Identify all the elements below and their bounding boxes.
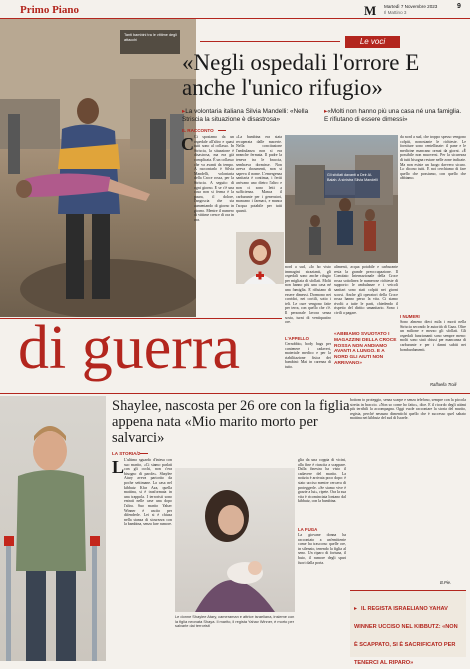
newspaper-logo: M xyxy=(364,3,377,18)
quote-block xyxy=(334,332,398,384)
top-column-1: Ci sposiamo da un ospedale all'altro e quasi tutti sono al collasso. In Striscia, la situazione è disastrosa, ma era già complicata. È un collasso che va avanti da tempo. A raccontarlo è Silvia Mandelli, volontaria della Croce rossa, per la Striscia. A seguito di ogni giorno. E se c'è una cosa non si ferma è la paura, il dolore, l'angoscia che sta aumentando di giorno in giorno. Mentre il numero di vittime cresce di ora in ora. xyxy=(194,135,234,222)
top-sub-right-text: «Molti non hanno più una casa né una famiglia. E rifiutano di essere dimessi» xyxy=(324,108,462,123)
story2-headline: Shaylee, nascosta per 26 ore con la figlia appena nata «Mio marito morto per salvarci» xyxy=(112,398,350,446)
appello-text: Cernobbio, body bags per contenere i cadaveri, materiale medico e per la riabilitazione fisica dei bambini: Mai in carenza di tutto. xyxy=(285,342,331,369)
story2-column-1: L'ultimo sguardo d'intesa con suo marito, «Ci siamo parlati con gli occhi, non c'era bisogno di parole». Shaylee Atary aveva partorito da poche settimane. La casa nel kibbutz Kfar Aza, quella mattina, si è trasformata in una trappola. I terroristi sono entrati nelle case una dopo l'altra. Suo marito Yahav Winner è uscito per difenderle. Lei si è chiusa nella stanza di sicurezza con la bambina, senza fare rumore. xyxy=(124,458,172,527)
related-box xyxy=(350,590,466,666)
related-title xyxy=(354,597,462,669)
volunteer-photo xyxy=(236,232,284,284)
mother-with-baby-photo xyxy=(175,468,295,612)
top-column-4: alimenti, acqua potabile e carburante resta la grande preoccupazione. Il Comitato Internazionale della Croce rossa sottolinea le numerose richieste di supporto: le ambulanze e i veicoli sanitari sono stati colpiti nei giorni scorsi. Anche gli operatori della Croce rossa hanno perso la vita. Ci siamo rivolti a tutte le parti, chiedendo il rispetto del diritto umanitario. Sono i civili a pagare. xyxy=(334,265,398,315)
big-headline: di guerra xyxy=(18,314,241,382)
top-sub-left-text: La volontaria italiana Silvia Mandelli: «Nella Striscia la situazione è disastrosa» xyxy=(182,108,309,123)
arrow-icon: ▸ xyxy=(354,606,358,612)
story2-column-4: bottom to proteggio, senza scarpe e senza telefono, sempre con la piccola stretta in braccio. «Non so come ho fatto», dice. E il ricordo degli attimi più terribili la accompagna. Oggi vuole raccontare la storia del marito, regista, perché nessuno dimentichi quello che è successo quel sabato mattina nei kibbutz del sud di Israele. xyxy=(350,398,466,421)
top-column-5: da nord a sud, che troppo spesso vengono colpiti, nonostante le richieste. Le forniture sono centellinate: il pane e le medicine mancano ormai da giorni. «È possibile non muoversi. Per la sicurezza di tutti bisogna restare nelle zone indicate. Ma non esiste un luogo davvero sicuro. Lo dicono tutti. E noi cerchiamo di fare quello che possiamo, con quello che abbiamo. xyxy=(400,135,466,181)
mother-photo xyxy=(175,468,295,612)
gaza-rescue-photo xyxy=(0,19,196,317)
story2-kicker-rule xyxy=(140,453,148,454)
story2-column-3: glia da una coppia di vicini, alla fine è riuscita a scappare. Dalla finestra ha visto il cadavere del marito. La notizia è arrivata poco dopo: è stato ucciso mentre cercava di proteggerle. «Se siamo vive è grazie a lui», ripete. Ora la sua vita è ricominciata lontano dal kibbutz, con la bambina. xyxy=(298,458,346,504)
top-kicker: IL RACCONTO xyxy=(182,128,214,133)
mid-photo-caption: Gli sfollati davanti a Deir Al-Balah. A sinistra Silvia Mandelli xyxy=(327,173,378,182)
badge-rule xyxy=(200,41,340,42)
top-photo-caption: Tanti bambini tra le vittime degli attacchi xyxy=(124,33,177,42)
big-headline-bottom-rule xyxy=(0,393,470,394)
man-on-crutches-photo xyxy=(0,396,106,661)
badge-bar xyxy=(200,40,470,43)
kicker-rule xyxy=(218,130,226,131)
top-column-3: nord a sud, «Io ho visto immagini strazianti, gli ospedali sono anche rifugio per migliaia di sfollati. Molti non hanno più una casa né una famiglia. E rifiutano di essere dimessi. Dormono nei corridoi, nei cortili, sotto i teli. Le cure vengono fatte per terra, con quello che c'è. Il personale lavora senza sosta, turni di ventiquattro ore. xyxy=(285,265,331,325)
top-column-2: «La bambina era stata recuperata dalle macerie. Nella concitazione l'ambulanza non si era neanche fermata. Il padre la teneva tra le braccia, sembrava dormisse. Non aveva documenti, non si sapeva il nome. L'emergenza sanitaria è continua, i feriti arrivano uno dietro l'altro e non ci sono letti a sufficienza. Manca il carburante per i generatori, mancano i farmaci, e manca l'acqua potabile per tutti quanti. xyxy=(236,135,282,213)
top-photo-caption-box xyxy=(120,30,180,54)
mother-photo-caption: Le donne Shaylee Atary, cameraman e attrice israeliana, insieme con la figlia neonata Shaya. Il marito, il regista Yahav Winner, è morto per salvarle dai terroristi xyxy=(175,614,295,629)
numeri-text: Sono almeno dieci mila i morti nella Striscia secondo le autorità di Gaza. Oltre un milione e mezzo gli sfollati. Gli ospedali funzionanti sono sempre meno: molti sono stati chiusi per mancanza di carburante e per i danni subiti nei bombardamenti. xyxy=(400,320,466,352)
related-title-text: IL REGISTA ISRAELIANO YAHAV WINNER UCCISO NEL KIBBUTZ: «NON È SCAPPATO, SI È SACRIFICATO PER TENERCI AL RIPARO» xyxy=(354,606,458,666)
drop-cap: C xyxy=(181,134,194,154)
fuga-kicker: LA FUGA xyxy=(298,527,318,532)
le-voci-badge: Le voci xyxy=(345,36,400,48)
mid-caption-box xyxy=(324,170,380,198)
page-header xyxy=(0,0,470,19)
top-photo xyxy=(0,19,196,317)
page-number: 9 xyxy=(457,3,461,10)
top-subheadline-left xyxy=(182,108,322,124)
story2-kicker: LA STORIA/2 xyxy=(112,451,141,456)
top-byline: Raffaella Troili xyxy=(430,382,457,387)
story2-byline: B.Pie. xyxy=(440,580,452,585)
date-line: Martedì 7 Novembre 2023 xyxy=(384,4,438,9)
displaced-people-photo xyxy=(285,135,398,263)
sfollati-photo xyxy=(285,135,398,263)
quote-text: «ABBIAMO SVUOTATO I MAGAZZINI DELLA CROCE ROSSA NON ANDIAMO AVANTI A LUNGO. E A NORD GLI AIUTI NON ARRIVANO» xyxy=(334,332,397,366)
fuga-text: La giovane donna ha raccontato a un'emittente come ha trascorso quelle ore, in silenzio, tenendo la figlia al seno. Un riparo di fortuna, il buio, il rumore degli spari fuori dalla porta. xyxy=(298,533,346,565)
bullet-icon: ▸ xyxy=(182,108,186,115)
top-headline: «Negli ospedali l'orrore E anche l'unico rifugio» xyxy=(182,50,420,100)
volunteer-portrait xyxy=(236,232,284,284)
edition-label: Il Mattino 3 xyxy=(384,10,407,15)
top-subheadline-right xyxy=(324,108,466,124)
story2-drop-cap: L xyxy=(112,457,125,477)
numeri-label: I NUMERI xyxy=(400,314,420,319)
story2-man-photo xyxy=(0,396,106,661)
section-title: Primo Piano xyxy=(20,4,79,16)
bullet-icon: ▸ xyxy=(324,108,328,115)
appello-kicker: L'APPELLO xyxy=(285,336,309,341)
